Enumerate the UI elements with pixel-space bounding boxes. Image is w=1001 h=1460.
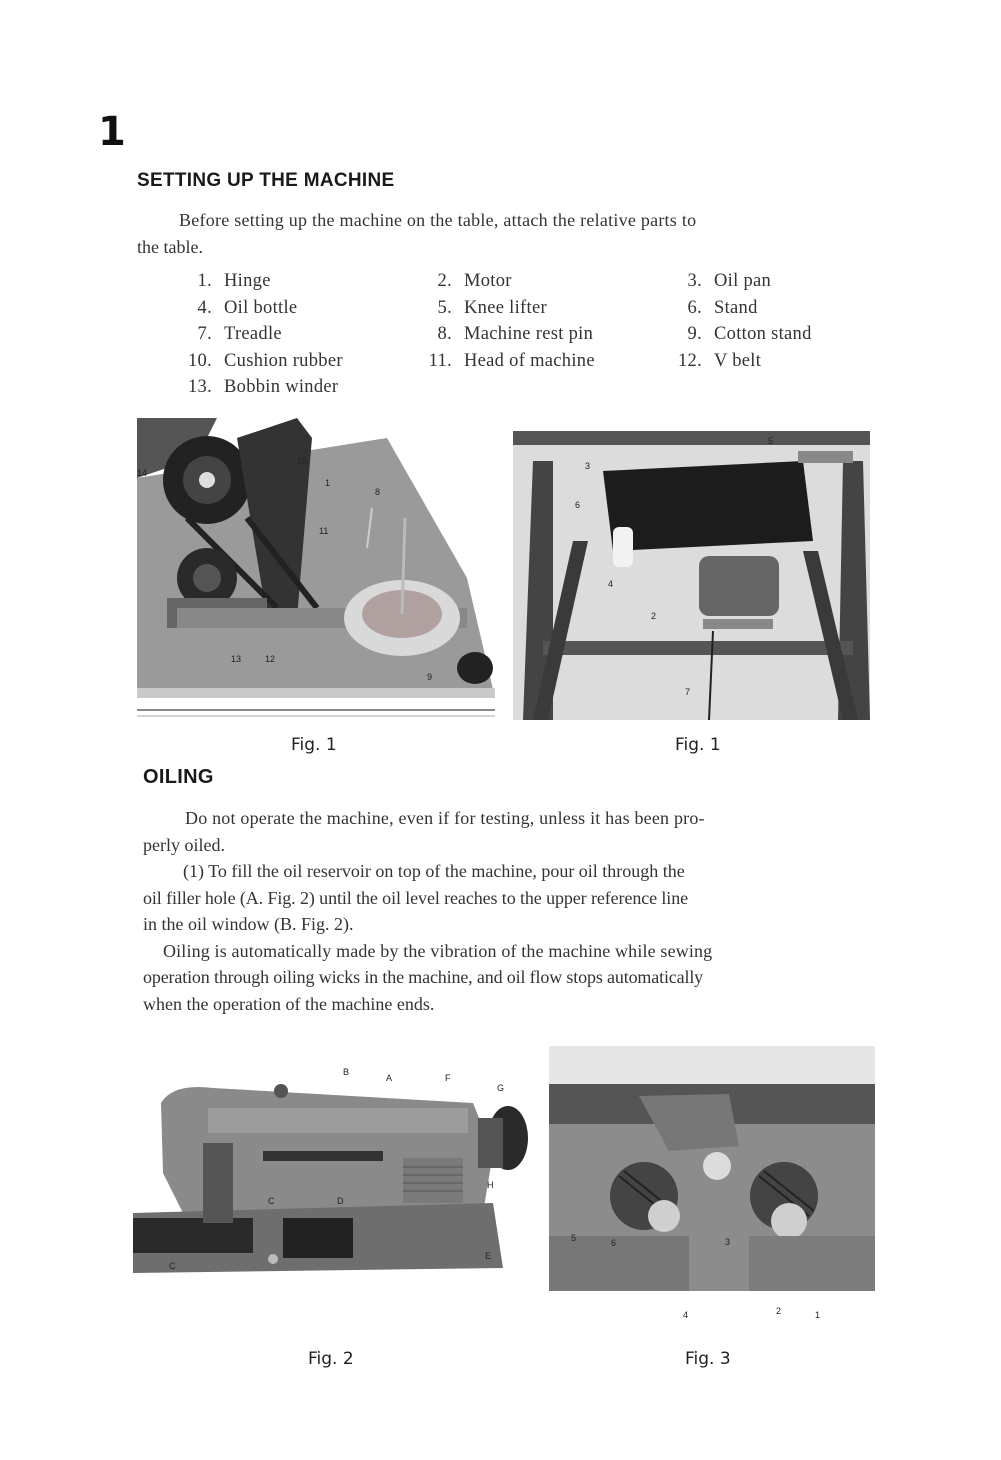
fig1b-label-3	[585, 461, 590, 471]
page-number: 1	[98, 109, 126, 155]
svg-text:H: H	[487, 1180, 494, 1190]
setup-intro	[137, 207, 872, 260]
oiling-p2-line1: (1) To fill the oil reservoir on top of the machine, pour oil through the	[183, 861, 685, 881]
fig2-machine-illustration	[133, 1063, 533, 1288]
svg-text:A: A	[386, 1073, 393, 1083]
svg-text:2: 2	[776, 1306, 782, 1316]
oiling-p3-line1: Oiling is automatically made by the vibration of the machine while sewing	[163, 940, 713, 961]
fig1a-label-10	[297, 456, 307, 466]
fig2-label-b	[343, 1067, 349, 1077]
svg-text:6: 6	[575, 500, 581, 510]
svg-text:4: 4	[608, 579, 614, 589]
fig3-caption: Fig. 3	[685, 1349, 731, 1369]
oiling-heading: OILING	[143, 766, 214, 788]
svg-text:11: 11	[319, 526, 329, 536]
svg-text:12: 12	[265, 654, 276, 664]
fig1b-label-4	[608, 579, 613, 589]
fig1a-label-13	[231, 654, 241, 664]
svg-text:5: 5	[571, 1233, 577, 1243]
oiling-p3-line2: operation through oiling wicks in the machine, and oil flow stops automatically	[143, 967, 704, 987]
svg-text:6: 6	[611, 1238, 617, 1248]
fig2-label-g	[497, 1083, 504, 1093]
svg-text:G: G	[497, 1083, 505, 1093]
part-item: 10. Cushion rubber	[187, 350, 343, 371]
fig2-label-h	[487, 1180, 494, 1190]
svg-text:3: 3	[725, 1237, 731, 1247]
svg-text:7: 7	[685, 687, 691, 697]
fig3-label-2	[776, 1306, 781, 1316]
fig1b-label-6	[575, 500, 580, 510]
fig1b-label-2	[651, 611, 656, 621]
fig2-label-d	[337, 1196, 344, 1206]
fig2-label-c-upper	[268, 1196, 275, 1206]
svg-text:C: C	[169, 1261, 176, 1271]
fig1-left-caption: Fig. 1	[291, 735, 337, 755]
part-item: 11. Head of machine	[428, 350, 595, 371]
fig1-right-caption: Fig. 1	[675, 735, 721, 755]
fig1-stand-illustration	[513, 431, 870, 720]
part-item: 3. Oil pan	[687, 271, 772, 291]
fig2-caption: Fig. 2	[308, 1349, 354, 1369]
setup-heading: SETTING UP THE MACHINE	[137, 170, 395, 191]
fig2-machine-photo	[133, 1063, 533, 1288]
svg-text:14: 14	[137, 468, 148, 478]
part-item: 8. Machine rest pin	[437, 324, 594, 344]
part-item: 13. Bobbin winder	[187, 377, 339, 397]
part-item: 9. Cotton stand	[687, 324, 812, 344]
svg-text:2: 2	[651, 611, 657, 621]
fig1a-label-14	[137, 468, 147, 478]
svg-text:10: 10	[297, 456, 308, 466]
svg-text:1: 1	[325, 478, 331, 488]
fig3-label-6	[611, 1238, 616, 1248]
oiling-p2-line3: in the oil window (B. Fig. 2).	[143, 914, 354, 934]
oiling-p3-line3: when the operation of the machine ends.	[143, 993, 435, 1014]
fig1-table-photo	[137, 418, 495, 722]
svg-text:F: F	[445, 1073, 451, 1083]
svg-text:3: 3	[585, 461, 591, 471]
fig1a-label-8	[375, 487, 380, 497]
svg-text:B: B	[343, 1067, 350, 1077]
part-item: 4. Oil bottle	[197, 297, 298, 318]
oiling-text	[143, 805, 873, 1017]
fig2-label-c-lower	[169, 1261, 176, 1271]
part-item: 1. Hinge	[197, 271, 271, 291]
fig3-label-5	[571, 1233, 576, 1243]
fig1a-label-1	[325, 478, 330, 488]
fig1b-label-7	[685, 687, 690, 697]
fig2-label-a	[386, 1073, 392, 1083]
svg-text:9: 9	[427, 672, 433, 682]
fig1a-label-12	[265, 654, 275, 664]
svg-text:D: D	[337, 1196, 344, 1206]
setup-intro-line1: Before setting up the machine on the table, attach the relative parts to	[179, 210, 697, 230]
part-item: 6. Stand	[687, 297, 758, 318]
svg-text:13: 13	[231, 654, 242, 664]
svg-text:5: 5	[768, 436, 774, 446]
svg-text:8: 8	[375, 487, 381, 497]
svg-text:1: 1	[815, 1310, 821, 1320]
svg-text:C: C	[268, 1196, 275, 1206]
setup-intro-line2: the table.	[137, 236, 203, 257]
fig2-label-e	[485, 1251, 491, 1261]
fig1a-label-9	[427, 672, 432, 682]
fig1a-label-11	[319, 526, 328, 536]
oiling-p2-line2: oil filler hole (A. Fig. 2) until the oil level reaches to the upper reference line	[143, 887, 688, 908]
part-item: 2. Motor	[437, 271, 512, 291]
oiling-p1-line2: perly oiled.	[143, 834, 225, 855]
svg-text:4: 4	[683, 1310, 689, 1320]
fig2-label-f	[445, 1073, 451, 1083]
part-item: 5. Knee lifter	[437, 297, 547, 318]
fig3-label-1	[815, 1310, 820, 1320]
parts-list	[172, 268, 872, 401]
oiling-p1-line1: Do not operate the machine, even if for testing, unless it has been pro-	[185, 808, 705, 828]
fig1b-label-5	[768, 436, 773, 446]
part-item: 7. Treadle	[197, 324, 282, 344]
fig3-label-4	[683, 1310, 688, 1320]
fig3-label-3	[725, 1237, 730, 1247]
part-item: 12. V belt	[677, 350, 762, 371]
fig3-hook-photo	[549, 1046, 875, 1322]
fig1-stand-photo	[513, 431, 870, 720]
fig1-table-illustration	[137, 418, 495, 722]
fig3-hook-illustration	[549, 1046, 875, 1322]
svg-text:E: E	[485, 1251, 492, 1261]
